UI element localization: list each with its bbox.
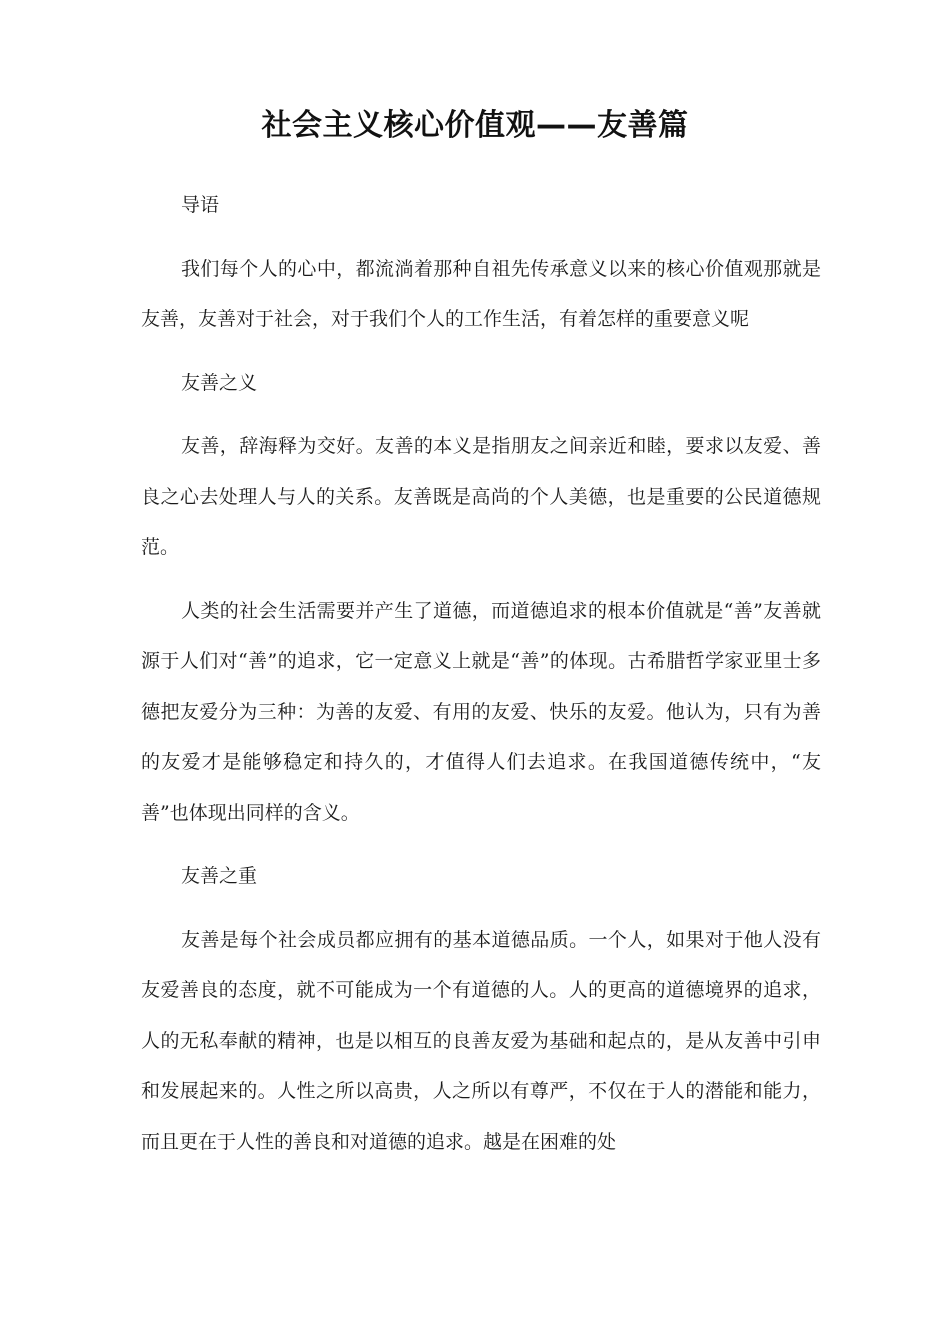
paragraph-history: 人类的社会生活需要并产生了道德，而道德追求的根本价值就是“善”友善就源于人们对“善”的追求，它一定意义上就是“善”的体现。古希腊哲学家亚里士多德把友爱分为三种：为善的友爱、有用的友爱、快乐的友爱。他认为，只有为善的友爱才是能够稳定和持久的，才值得人们去追求。在我国道德传统中，“友善”也体现出同样的含义。 xyxy=(141,599,821,824)
section-heading-intro: 导语 xyxy=(181,194,220,216)
document-title: 社会主义核心价值观——友善篇 xyxy=(261,108,689,143)
paragraph-intro: 我们每个人的心中，都流淌着那种自祖先传承意义以来的核心价值观那就是友善，友善对于社会，对于我们个人的工作生活，有着怎样的重要意义呢 xyxy=(141,257,821,330)
section-heading-importance: 友善之重 xyxy=(181,865,258,887)
paragraph-importance: 友善是每个社会成员都应拥有的基本道德品质。一个人，如果对于他人没有友爱善良的态度，就不可能成为一个有道德的人。人的更高的道德境界的追求，人的无私奉献的精神，也是以相互的良善友爱为基础和起点的，是从友善中引申和发展起来的。人性之所以高贵，人之所以有尊严，不仅在于人的潜能和能力，而且更在于人性的善良和对道德的追求。越是在困难的处 xyxy=(141,928,821,1153)
paragraph-definition: 友善，辞海释为交好。友善的本义是指朋友之间亲近和睦，要求以友爱、善良之心去处理人与人的关系。友善既是高尚的个人美德，也是重要的公民道德规范。 xyxy=(141,435,821,558)
section-heading-meaning: 友善之义 xyxy=(181,371,258,394)
document-body xyxy=(141,180,821,1167)
